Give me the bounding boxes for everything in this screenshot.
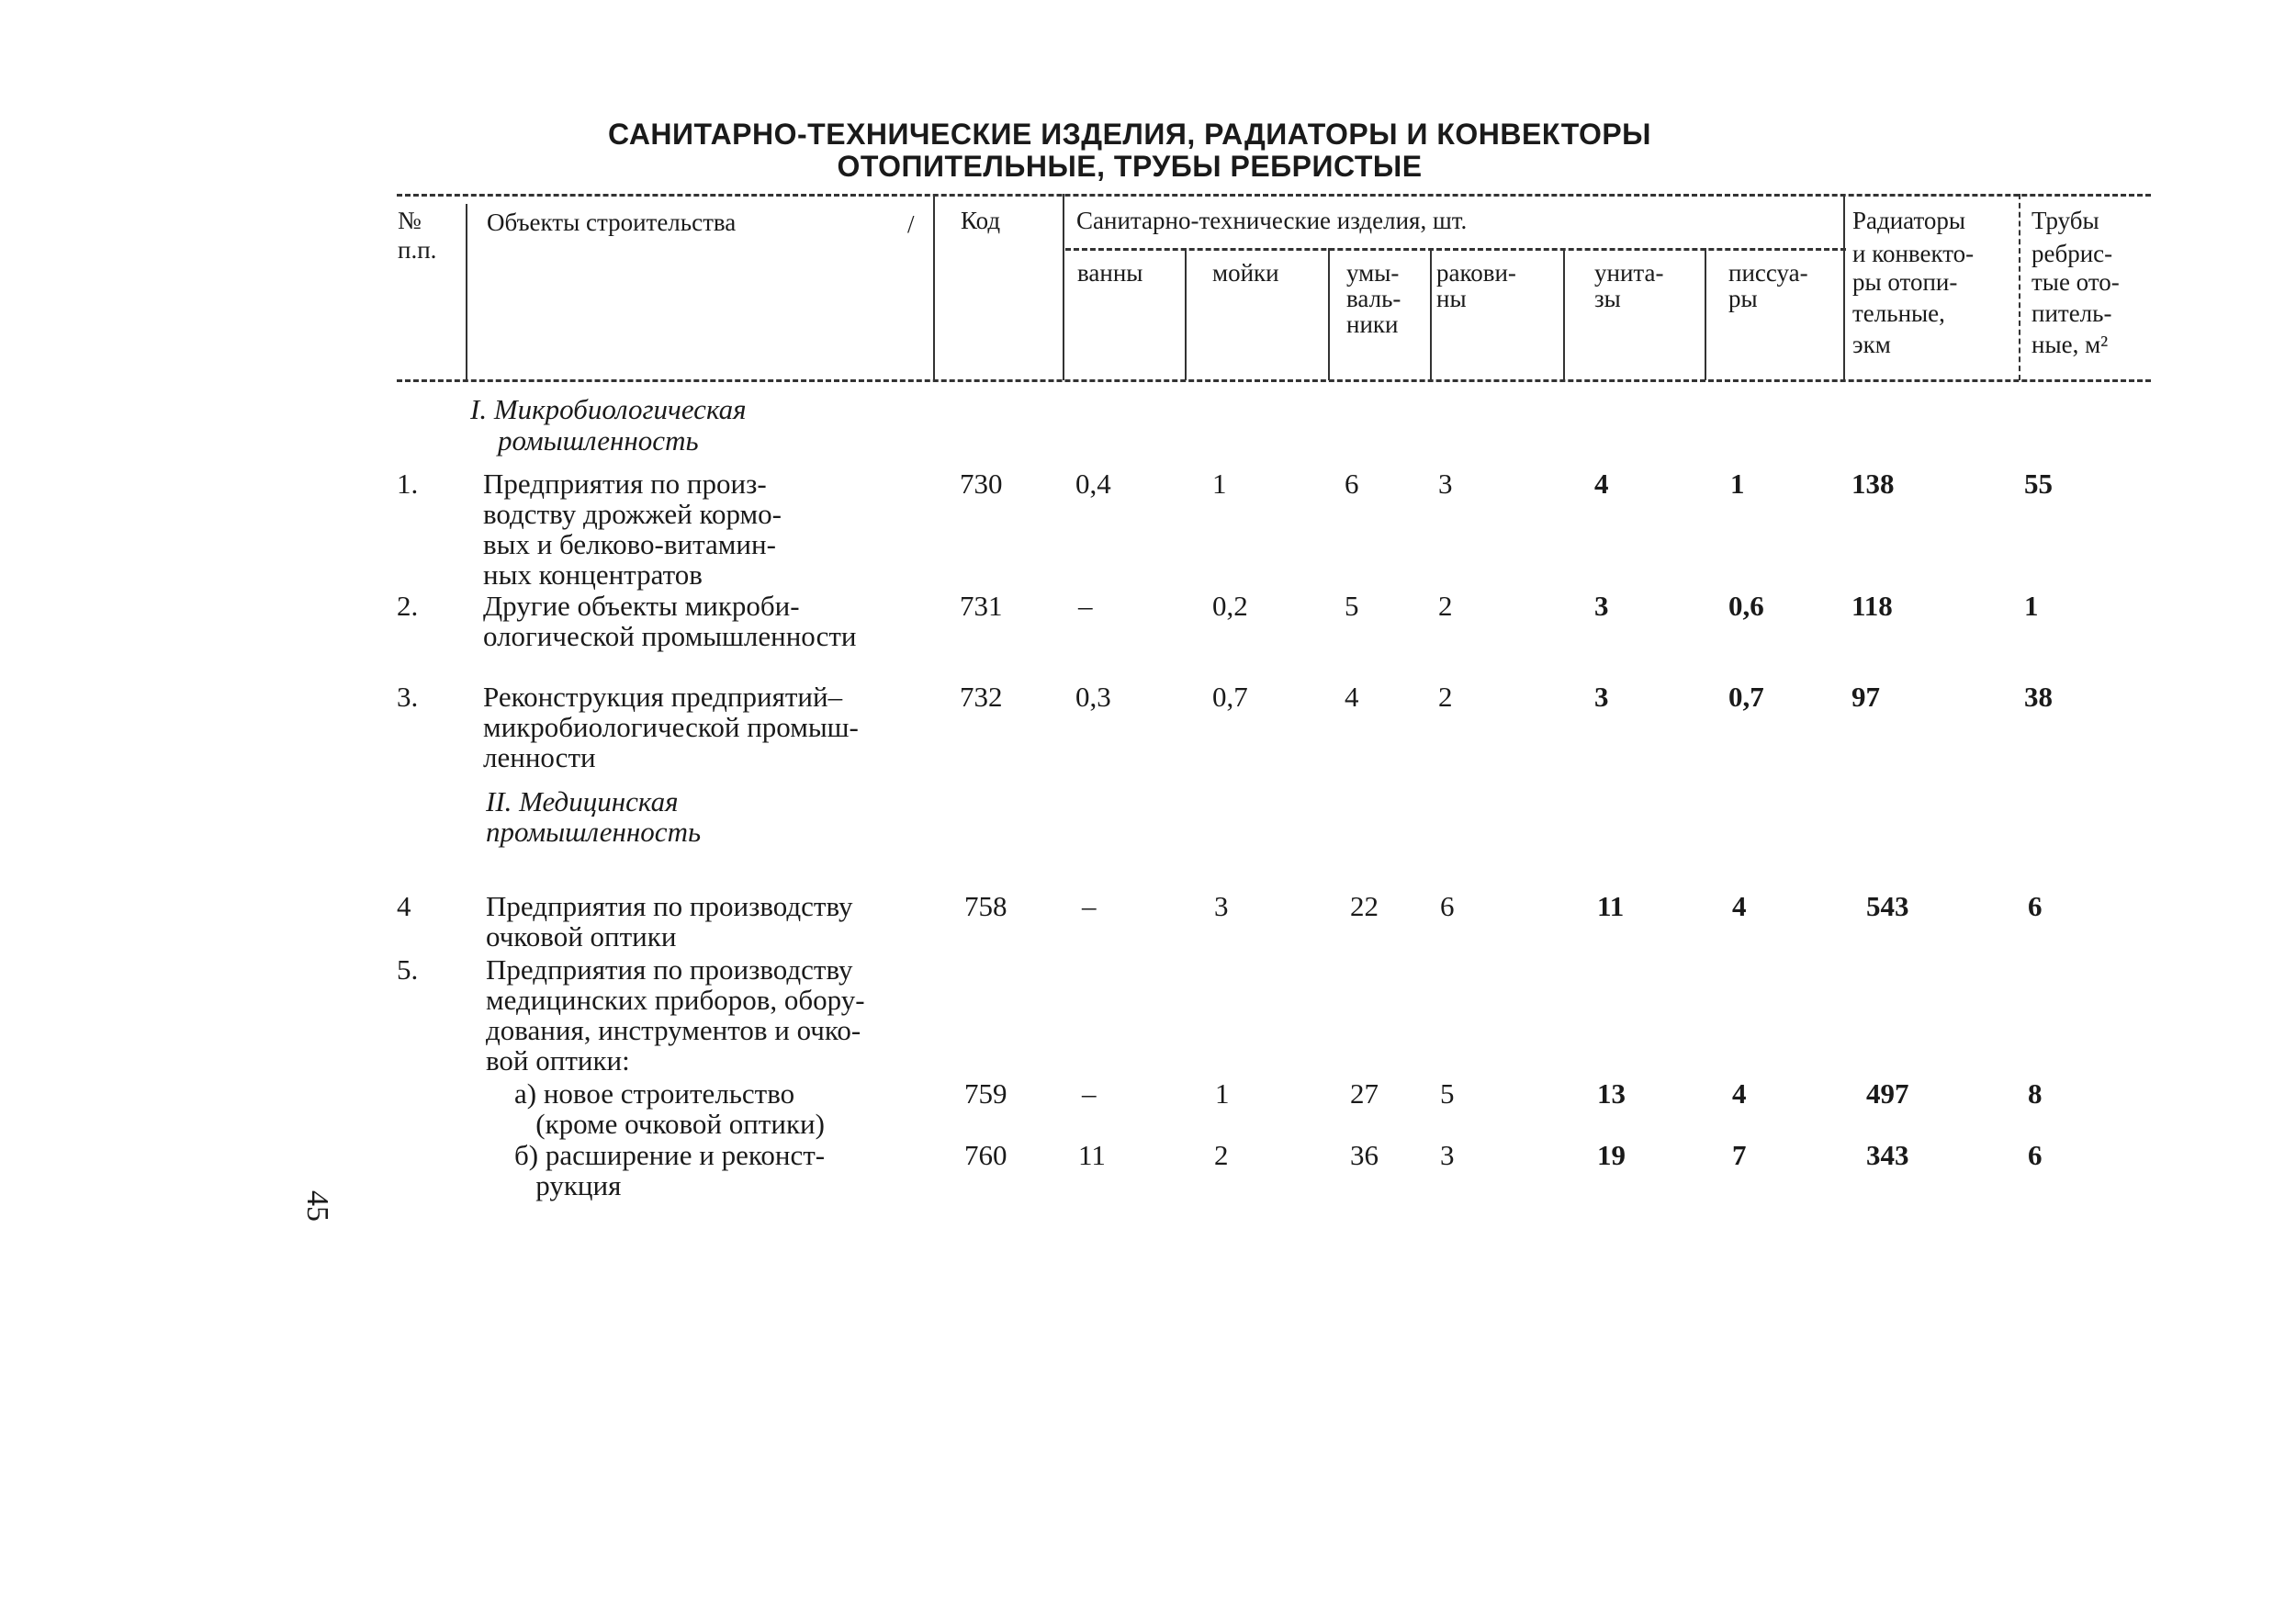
header-bottom-border [397,379,2151,382]
row-name-line: ологической промышленности [483,620,857,652]
cell-rakovins: 3 [1440,1139,1455,1171]
header-rakovins-line2: ны [1436,285,1467,312]
cell-pipes: 55 [2024,468,2053,500]
cell-urinals: 0,7 [1728,681,1764,713]
header-radiators-line5: экм [1852,331,1891,358]
page-number: 45 [300,1190,334,1222]
header-radiators-line1: Радиаторы [1852,207,1966,234]
row-name-line: ленности [483,741,596,773]
row-name-line: рукция [514,1169,622,1201]
header-radiators-line2: и конвекто- [1852,240,1975,267]
section-heading-line2: ромышленность [498,424,699,457]
cell-toilets: 3 [1594,590,1609,622]
cell-radiators: 97 [1851,681,1880,713]
header-pipes-line2: ребрис- [2032,240,2113,267]
cell-toilets: 11 [1597,890,1625,922]
cell-radiators: 343 [1866,1139,1909,1171]
cell-washbasins: 5 [1345,590,1359,622]
header-code: Код [961,207,1001,234]
row-num: 2. [397,590,419,622]
row-name-line: микробиологической промыш- [483,711,859,743]
row-name-line: Предприятия по производству [486,953,853,986]
cell-code: 760 [964,1139,1007,1171]
row-name-line: Другие объекты микроби- [483,590,800,622]
header-toilets-line1: унита- [1594,259,1664,287]
header-washbasins-line1: умы- [1346,259,1400,287]
cell-baths: – [1082,1077,1097,1110]
cell-washbasins: 6 [1345,468,1359,500]
col-divider-objects [933,194,935,380]
cell-urinals: 7 [1732,1139,1747,1171]
cell-rakovins: 3 [1438,468,1453,500]
header-pipes-line3: тые ото- [2032,268,2120,296]
cell-radiators: 543 [1866,890,1909,922]
cell-code: 730 [960,468,1003,500]
col-divider-urinals [1843,194,1845,380]
cell-sinks: 1 [1212,468,1227,500]
cell-baths: – [1078,590,1093,622]
header-washbasins-line3: ники [1346,310,1399,338]
cell-rakovins: 2 [1438,681,1453,713]
cell-washbasins: 27 [1350,1077,1379,1110]
row-name-line: б) расширение и реконст- [514,1139,826,1171]
row-name-line: (кроме очковой оптики) [514,1108,825,1140]
header-baths: ванны [1077,259,1143,287]
section-heading-line1: I. Микробиологическая [470,393,747,425]
page-title-line1: САНИТАРНО-ТЕХНИЧЕСКИЕ ИЗДЕЛИЯ, РАДИАТОРЫ И КОНВЕКТОРЫ [608,118,1651,151]
row-name-line: вой оптики: [486,1044,630,1077]
cell-urinals: 0,6 [1728,590,1764,622]
col-divider-code [1063,194,1064,380]
cell-baths: 11 [1078,1139,1106,1171]
col-divider-sinks [1328,248,1330,380]
cell-toilets: 19 [1597,1139,1626,1171]
cell-radiators: 497 [1866,1077,1909,1110]
row-name-line: вых и белково-витамин- [483,528,776,560]
row-name-line: Предприятия по производству [486,890,853,922]
cell-code: 759 [964,1077,1007,1110]
cell-pipes: 6 [2028,890,2043,922]
row-name-line: водству дрожжей кормо- [483,498,782,530]
header-urinals-line2: ры [1728,285,1758,312]
header-pipes-line4: питель- [2032,299,2112,327]
cell-sinks: 2 [1214,1139,1229,1171]
cell-urinals: 1 [1730,468,1745,500]
row-num: 4 [397,890,411,922]
cell-code: 732 [960,681,1003,713]
cell-pipes: 8 [2028,1077,2043,1110]
cell-washbasins: 22 [1350,890,1379,922]
cell-urinals: 4 [1732,1077,1747,1110]
cell-rakovins: 5 [1440,1077,1455,1110]
row-name-line: дования, инструментов и очко- [486,1014,861,1046]
header-objects-mark: / [907,210,915,238]
subheader-divider [1065,248,1846,251]
row-num: 1. [397,468,419,500]
cell-rakovins: 2 [1438,590,1453,622]
cell-toilets: 3 [1594,681,1609,713]
cell-washbasins: 36 [1350,1139,1379,1171]
header-radiators-line4: тельные, [1852,299,1945,327]
section-heading-line2: промышленность [486,816,702,848]
cell-code: 758 [964,890,1007,922]
page-title-line2: ОТОПИТЕЛЬНЫЕ, ТРУБЫ РЕБРИСТЫЕ [837,150,1423,183]
row-num: 3. [397,681,419,713]
header-rakovins-line1: ракови- [1436,259,1516,287]
header-sinks: мойки [1212,259,1279,287]
cell-pipes: 1 [2024,590,2039,622]
cell-urinals: 4 [1732,890,1747,922]
col-divider-radiators [2019,194,2020,380]
header-washbasins-line2: валь- [1346,285,1401,312]
col-divider-num [466,204,467,380]
cell-radiators: 138 [1851,468,1895,500]
col-divider-rakovins [1563,248,1565,380]
cell-sinks: 3 [1214,890,1229,922]
row-name-line: очковой оптики [486,920,677,953]
header-radiators-line3: ры отопи- [1852,268,1958,296]
cell-baths: 0,3 [1075,681,1111,713]
header-pipes-line5: ные, м² [2032,331,2109,358]
col-divider-baths [1185,248,1187,380]
table-top-border [397,194,2151,197]
cell-code: 731 [960,590,1003,622]
cell-baths: 0,4 [1075,468,1111,500]
cell-toilets: 13 [1597,1077,1626,1110]
header-sanitary: Санитарно-технические изделия, шт. [1076,207,1468,234]
cell-pipes: 38 [2024,681,2053,713]
header-toilets-line2: зы [1594,285,1621,312]
cell-sinks: 0,2 [1212,590,1248,622]
section-heading-line1: II. Медицинская [486,785,679,817]
cell-rakovins: 6 [1440,890,1455,922]
header-pipes-line1: Трубы [2032,207,2099,234]
row-name-line: Реконструкция предприятий– [483,681,843,713]
cell-baths: – [1082,890,1097,922]
row-name-line: а) новое строительство [514,1077,795,1110]
cell-pipes: 6 [2028,1139,2043,1171]
header-num-line1: № [398,207,422,234]
header-num-line2: п.п. [398,236,437,264]
header-urinals-line1: писсуа- [1728,259,1808,287]
cell-toilets: 4 [1594,468,1609,500]
col-divider-washbasins [1430,248,1432,380]
cell-sinks: 1 [1215,1077,1230,1110]
cell-radiators: 118 [1851,590,1893,622]
cell-sinks: 0,7 [1212,681,1248,713]
header-objects: Объекты строительства [487,209,737,236]
row-name-line: ных концентратов [483,558,703,591]
row-name-line: медицинских приборов, обору- [486,984,865,1016]
cell-washbasins: 4 [1345,681,1359,713]
row-name-line: Предприятия по произ- [483,468,767,500]
col-divider-toilets [1705,248,1706,380]
row-num: 5. [397,953,419,986]
